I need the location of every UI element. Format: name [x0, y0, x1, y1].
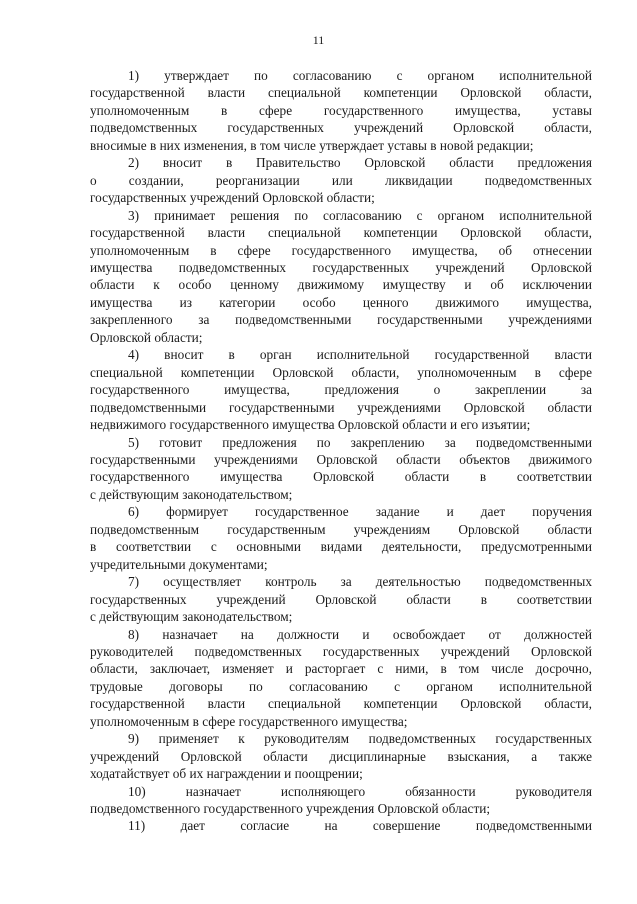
list-item-first-line: 10) назначает исполняющего обязанности руководителя	[128, 783, 592, 799]
list-item-line: подведомственными государственными учреждениями Орловской области	[90, 399, 592, 415]
list-item-line: имущества из категории особо ценного движимого имущества,	[90, 294, 592, 310]
list-item	[90, 783, 592, 818]
list-item-first-line: 6) формирует государственное задание и дает поручения	[128, 504, 592, 520]
list-item-line: государственной власти специальной компетенции Орловской области,	[90, 85, 592, 101]
list-item-line: государственной власти специальной компетенции Орловской области,	[90, 225, 592, 241]
list-item-line: с действующим законодательством;	[90, 486, 293, 502]
list-item-first-line: 4) вносит в орган исполнительной государственной власти	[128, 347, 592, 363]
list-item-line: государственной власти специальной компетенции Орловской области,	[90, 696, 592, 712]
list-item-line: Орловской области;	[90, 329, 203, 345]
list-item-line: с действующим законодательством;	[90, 609, 293, 625]
list-item	[90, 67, 592, 154]
list-item-line: государственных учреждений Орловской области;	[90, 190, 375, 206]
list-item-first-line: 8) назначает на должности и освобождает от должностей	[128, 626, 592, 642]
list-item-first-line: 2) вносит в Правительство Орловской области предложения	[128, 155, 592, 171]
list-item	[90, 730, 592, 782]
list-item-line: руководителей подведомственных государственных учреждений Орловской	[90, 643, 592, 659]
page-number: 11	[312, 33, 325, 47]
list-item-line: области к особо ценному движимому имуществу и об исключении	[90, 277, 592, 293]
list-item-line: подведомственного государственного учреждения Орловской области;	[90, 801, 491, 817]
list-item-line: специальной компетенции Орловской области, уполномоченным в сфере	[90, 364, 592, 380]
list-item-line: уполномоченным в сфере государственного имущества, об отнесении	[90, 242, 592, 258]
list-item-line: о создании, реорганизации или ликвидации подведомственных	[90, 172, 592, 188]
list-item-line: подведомственным государственным учреждениям Орловской области	[90, 521, 592, 537]
list-item-line: вносимые в них изменения, в том числе утверждает уставы в новой редакции;	[90, 137, 534, 153]
list-item-line: подведомственных государственных учреждений Орловской области,	[90, 120, 592, 136]
list-item-line: уполномоченным в сфере государственного имущества;	[90, 713, 408, 729]
list-item-first-line: 11) дает согласие на совершение подведомственными	[128, 818, 592, 834]
list-item-first-line: 5) готовит предложения по закреплению за подведомственными	[128, 434, 592, 450]
list-item-line: государственными учреждениями Орловской области объектов движимого	[90, 451, 592, 467]
list-item-line: имущества подведомственных государственных учреждений Орловской	[90, 259, 592, 275]
list-item-first-line: 9) применяет к руководителям подведомственных государственных	[128, 731, 592, 747]
list-item-line: учредительными документами;	[90, 556, 268, 572]
list-item-line: государственных учреждений Орловской области в соответствии	[90, 591, 592, 607]
list-item-line: трудовые договоры по согласованию с органом исполнительной	[90, 678, 592, 694]
list-item	[90, 434, 592, 504]
list-item-line: ходатайствует об их награждении и поощрении;	[90, 766, 363, 782]
list-item	[90, 346, 592, 433]
list-item	[90, 154, 592, 206]
list-item-line: государственного имущества Орловской области в соответствии	[90, 469, 592, 485]
list-item	[90, 503, 592, 573]
list-item-first-line: 7) осуществляет контроль за деятельностью подведомственных	[128, 574, 592, 590]
list-item-line: в соответствии с основными видами деятельности, предусмотренными	[90, 539, 592, 555]
list-item	[90, 573, 592, 625]
list-item-first-line: 3) принимает решения по согласованию с органом исполнительной	[128, 207, 592, 223]
list-item	[90, 207, 592, 347]
document-body	[90, 67, 592, 835]
list-item	[90, 626, 592, 731]
list-item-line: области, заключает, изменяет и расторгает с ними, в том числе досрочно,	[90, 661, 592, 677]
list-item-line: учреждений Орловской области дисциплинарные взыскания, а также	[90, 748, 592, 764]
list-item-line: недвижимого государственного имущества Орловской области и его изъятии;	[90, 417, 531, 433]
list-item-line: уполномоченным в сфере государственного имущества, уставы	[90, 102, 592, 118]
list-item-first-line: 1) утверждает по согласованию с органом исполнительной	[128, 68, 592, 83]
list-item	[90, 817, 592, 834]
list-item-line: закрепленного за подведомственными государственными учреждениями	[90, 312, 592, 328]
list-item-line: государственного имущества, предложения о закреплении за	[90, 382, 592, 398]
